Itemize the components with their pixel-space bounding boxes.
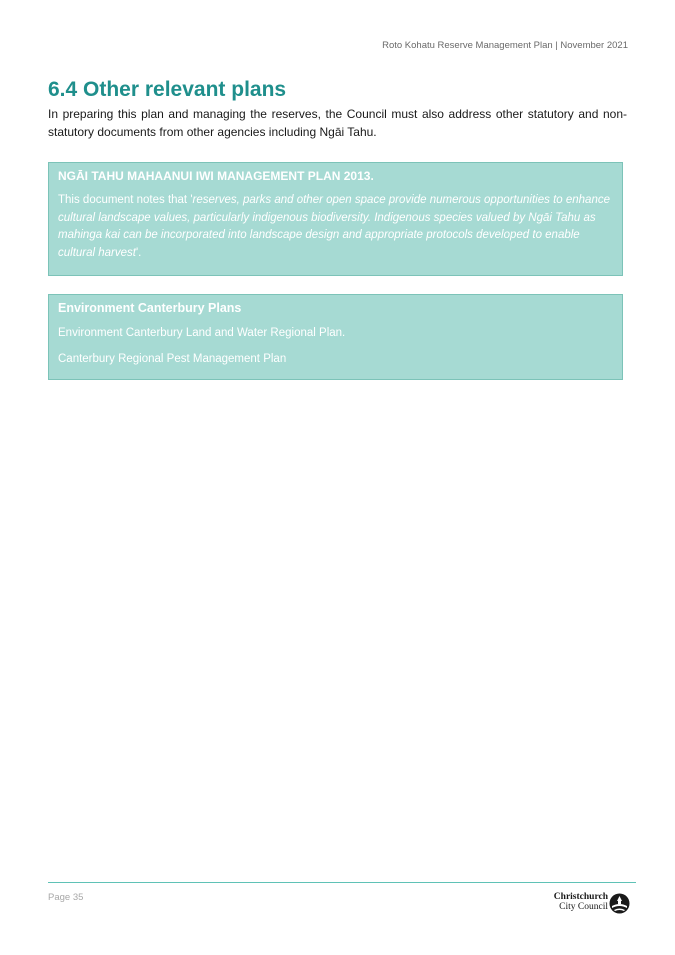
logo-line-2: City Council — [559, 902, 608, 912]
christchurch-cathedral-icon — [609, 893, 630, 914]
section-title: 6.4 Other relevant plans — [48, 78, 287, 101]
ecan-plan-item: Canterbury Regional Pest Management Plan — [58, 353, 287, 365]
iwi-plan-text-prefix: This document notes that ' — [58, 194, 193, 206]
iwi-plan-text — [58, 192, 622, 262]
iwi-plan-heading: NGĀI TAHU MAHAANUI IWI MANAGEMENT PLAN 2013. — [58, 169, 374, 183]
logo-line-1: Christchurch — [553, 892, 608, 902]
ecan-plan-item: Environment Canterbury Land and Water Regional Plan. — [58, 327, 346, 339]
iwi-plan-quote: reserves, parks and other open space provide numerous opportunities to enhance cultural landscape values, particularly indigenous biodiversity. Indigenous species valued by Ngāi Tahu as mahinga kai can be incorporated into landscape design and appropriate protocols developed to enable cultural harvest — [58, 194, 610, 259]
ecan-plans-heading: Environment Canterbury Plans — [58, 301, 242, 315]
iwi-plan-box — [48, 162, 623, 276]
page-number: Page 35 — [48, 892, 84, 903]
intro-paragraph: In preparing this plan and managing the reserves, the Council must also address other statutory and non-statutory documents from other agencies including Ngāi Tahu. — [48, 107, 627, 139]
council-logo — [548, 892, 632, 916]
logo-wordmark — [554, 892, 608, 912]
running-header: Roto Kohatu Reserve Management Plan | November 2021 — [382, 40, 628, 51]
ecan-plans-box — [48, 294, 623, 380]
iwi-plan-text-suffix: '. — [135, 246, 142, 259]
footer-divider — [48, 882, 636, 883]
